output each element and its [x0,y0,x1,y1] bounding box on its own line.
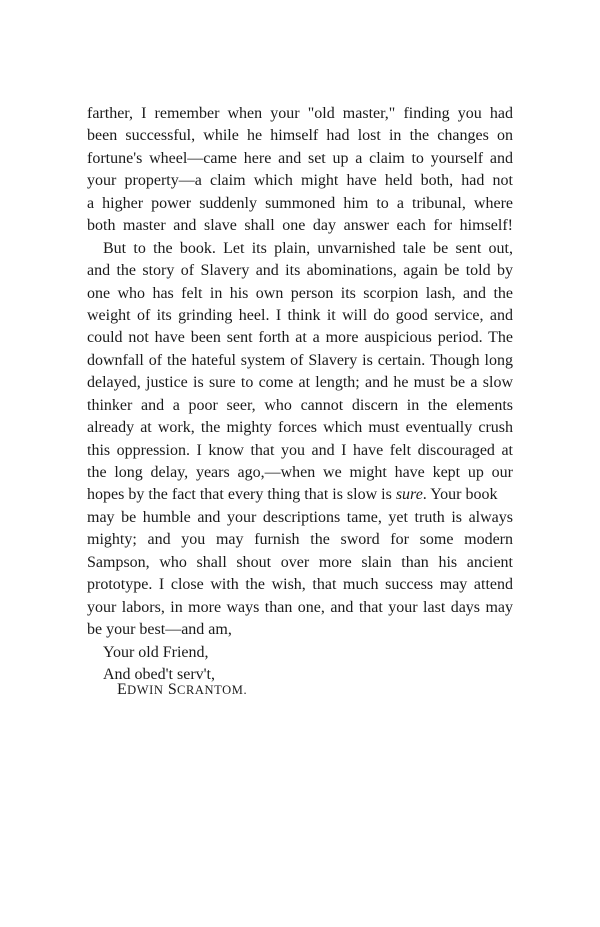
text-line: delayed, justice is sure to come at length; and he must be a slow [87,374,513,392]
signature-rest: CRANTOM. [177,683,248,697]
text-line: may be humble and your descriptions tame, yet truth is always [87,508,513,526]
text-line [87,484,513,506]
text-line: already at work, the mighty forces which must eventually crush [87,419,513,437]
text-line: farther, I remember when your "old master," finding you had [87,105,513,122]
text-line: been successful, while he himself had lost in the changes on [87,127,513,145]
text-line: and the story of Slavery and its abominations, again be told by [87,262,513,280]
text-segment: . Your book [422,486,498,504]
emphasized-word: sure [395,486,423,504]
text-line: prototype. I close with the wish, that much success may attend [87,576,513,594]
text-line: weight of its grinding heel. I think it will do good service, and [87,306,513,324]
closing-line: Your old Friend, [103,643,209,661]
letter-body [87,103,513,686]
text-line: the long delay, years ago,—when we might have kept up our [87,464,513,481]
text-line: be your best—and am, [87,621,232,639]
text-line: this oppression. I know that you and I have felt discouraged at [87,441,513,459]
text-line: mighty; and you may furnish the sword for some modern [87,531,513,549]
text-line: But to the book. Let its plain, unvarnished tale be sent out, [103,239,513,257]
signature-initial: S [167,681,178,698]
text-line: could not have been sent forth at a more auspicious period. The [87,329,513,347]
signature-rest: DWIN [127,683,164,697]
text-line: downfall of the hateful system of Slavery is certain. Though long [87,351,513,369]
text-line: a higher power suddenly summoned him to a tribunal, where [87,194,513,212]
text-line: both master and slave shall one day answer each for himself! [87,217,513,235]
text-line: your property—a claim which might have held both, had not [87,172,513,190]
text-line: Sampson, who shall shout over more slain than his ancient [87,553,513,571]
text-line: fortune's wheel—came here and set up a claim to yourself and [87,149,513,167]
text-segment: hopes by the fact that every thing that is slow is [87,486,396,504]
closing-line: And obed't serv't, [103,665,215,683]
signature [117,679,247,701]
text-line: thinker and a poor seer, who cannot discern in the elements [87,396,513,414]
text-line: one who has felt in his own person its scorpion lash, and the [87,284,513,302]
text-line: your labors, in more ways than one, and that your last days may [87,598,513,616]
signature-initial: E [117,681,128,698]
